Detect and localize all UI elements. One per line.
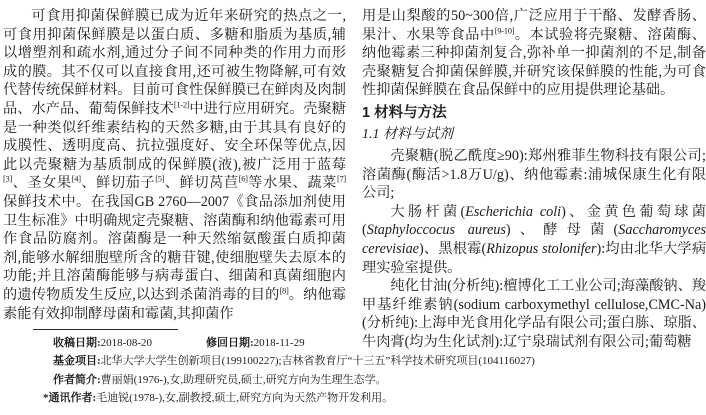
right-column xyxy=(362,7,706,352)
author-bio-label: 作者简介: xyxy=(53,373,101,386)
footnote-block xyxy=(43,334,698,408)
corresponding-author-label: *通讯作者: xyxy=(43,392,97,405)
author-bio-value: 曹丽娟(1976-),女,助理研究员,硕士,研究方向为生理生态学。 xyxy=(100,373,387,386)
intro-paragraph: 可食用抑菌保鲜膜已成为近年来研究的热点之一,可食用抑菌保鲜膜是以蛋白质、多糖和脂质为基质,辅以增塑剂和疏水剂,通过分子间不同种类的作用力而形成的膜。其不仅可以直接食用,还可被生物降解,可有效代替传统保鲜材料。目前可食性保鲜膜已在鲜肉及肉制品、水产品、葡萄保鲜技术[1-2]中进行应用研究。壳聚糖是一种类似纤维素结构的天然多糖,由于其具有良好的成膜性、透明度高、抗拉强度好、安全环保等优点,因此以壳聚糖为基质制成的保鲜膜(液),被广泛用于蓝莓[3]、圣女果[4]、鲜切茄子[5]、鲜切莴苣[6]等水果、蔬菜[7]保鲜技术中。在我国GB 2760—2007《食品添加剂使用卫生标准》中明确规定壳聚糖、溶菌酶和纳他霉素可用作食品防腐剂。溶菌酶是一种天然缩氨酸蛋白质抑菌剂,能够水解细胞壁所含的糖苷键,使细胞壁失去原本的功能;并且溶菌酶能够与病毒蛋白、细菌和真菌细胞内的遗传物质发生反应,以达到杀菌消毒的目的[8]。纳他霉素能有效抑制酵母菌和霉菌,其抑菌作 xyxy=(3,8,346,322)
revised-date-value: 2018-11-29 xyxy=(253,337,305,349)
author-bio-line xyxy=(53,371,698,389)
fund-project-value: 北华大学大学生创新项目(199100227);吉林省教育厅“十三五”科学技术研究项目(104116027) xyxy=(100,355,535,368)
received-date-value: 2018-08-20 xyxy=(100,337,152,349)
section-heading-materials-methods: 1 材料与方法 xyxy=(362,104,447,121)
fund-project-label: 基金项目: xyxy=(53,355,101,368)
reagents-paragraph-1: 壳聚糖(脱乙酰度≥90):郑州雅菲生物科技有限公司;溶菌酶(酶活>1.8万U/g)、纳他霉素:浦城保康生化有限公司; xyxy=(362,147,706,202)
dates-line xyxy=(53,334,698,352)
corresponding-author-value: 毛迪锐(1978-),女,副教授,硕士,研究方向为天然产物开发利用。 xyxy=(96,392,394,405)
reagents-paragraph-2: 纯化甘油(分析纯):檀博化工工业公司;海藻酸钠、羧甲基纤维素钠(sodium carboxymethyl cellulose,CMC-Na)(分析纯):上海申光食用化学品有限公司;蛋白胨、琼脂、牛肉膏(均为生化试剂):辽宁泉瑞试剂有限公司;葡萄糖 xyxy=(362,278,706,350)
strains-paragraph: 大肠杆菌(Escherichia coli)、金黄色葡萄球菌(Staphyloccocus aureus)、酵母菌(Saccharomyces cerevisiae)、黑根霉(Rhizopus stolonifer):均由北华大学病理实验室提供。 xyxy=(362,203,706,276)
corresponding-author-line xyxy=(43,389,698,407)
subsection-heading-materials-reagents: 1.1 材料与试剂 xyxy=(362,126,453,142)
footnote-divider xyxy=(33,329,178,330)
received-date-label: 收稿日期: xyxy=(53,337,101,349)
revised-date-label: 修回日期: xyxy=(206,337,254,349)
left-column xyxy=(3,7,346,352)
fund-project-line xyxy=(53,352,698,370)
two-column-text-area xyxy=(3,7,706,352)
continuation-paragraph: 用是山梨酸的50~300倍,广泛应用于干酪、发酵香肠、果汁、水果等食品中[9-10]。本试验将壳聚糖、溶菌酶、纳他霉素三种抑菌剂复合,弥补单一抑菌剂的不足,制备壳聚糖复合抑菌保鲜膜,并研究该保鲜膜的性能,为可食性抑菌保鲜膜在食品保鲜中的应用提供理论基础。 xyxy=(362,8,706,99)
